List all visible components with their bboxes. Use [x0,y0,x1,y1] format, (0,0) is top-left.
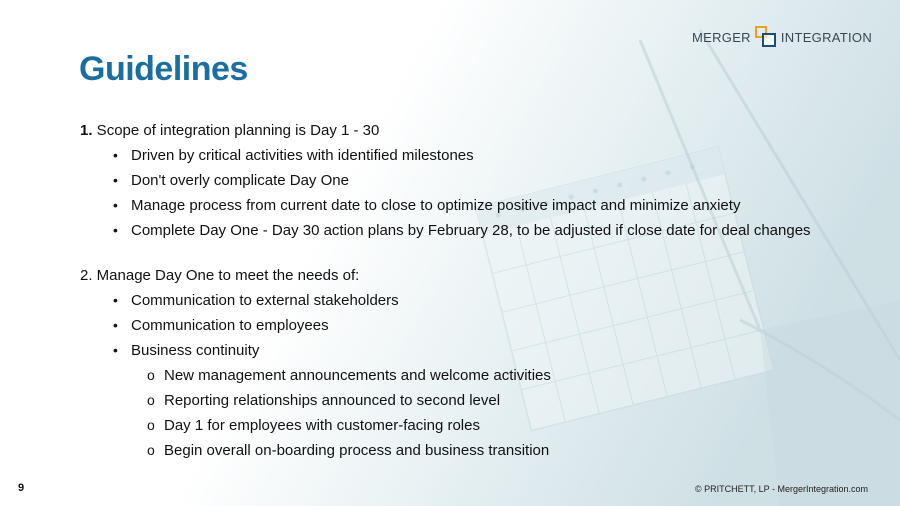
list-item [80,313,860,338]
sub-list-item [80,388,860,413]
merger-integration-logo [692,26,872,48]
bullet-icon: • [113,317,118,333]
sub-list-item-text: Day 1 for employees with customer-facing roles [164,417,480,434]
list-item [80,168,860,193]
list-item-text: Communication to external stakeholders [131,292,399,309]
sub-list-item-text: Reporting relationships announced to second level [164,392,501,409]
circle-bullet-icon: o [147,442,155,458]
list-item-text: Complete Day One - Day 30 action plans by February 28, to be adjusted if close date for deal changes [131,222,811,239]
copyright-footer: © PRITCHETT, LP - MergerIntegration.com [694,484,868,494]
list-item [80,193,860,218]
logo-right-word: INTEGRATION [780,29,873,45]
bullet-icon: • [113,197,118,213]
list-item-text: Business continuity [131,342,260,359]
section-1-number: 1. [80,122,93,139]
logo-squares-icon [755,26,777,48]
list-item-text: Communication to employees [131,317,329,334]
bullet-icon: • [113,172,118,188]
bullet-icon: • [113,342,118,358]
section-1-heading [80,118,860,143]
sub-list-item [80,413,860,438]
bullet-icon: • [113,292,118,308]
circle-bullet-icon: o [147,417,155,433]
section-1-heading-text: Scope of integration planning is Day 1 - 30 [92,122,380,139]
sub-list-item [80,438,860,463]
list-item-text: Don't overly complicate Day One [131,172,349,189]
page-number: 9 [18,482,25,494]
sub-list-item-text: New management announcements and welcome activities [164,367,551,384]
bullet-icon: • [113,147,118,163]
logo-left-word: MERGER [692,29,751,45]
list-item [80,338,860,363]
circle-bullet-icon: o [147,392,155,408]
sub-list-item-text: Begin overall on-boarding process and business transition [164,442,550,459]
list-item [80,288,860,313]
sub-list-item [80,363,860,388]
slide-title: Guidelines [79,50,248,88]
list-item-text: Manage process from current date to close to optimize positive impact and minimize anxiety [131,197,741,214]
section-2-heading: 2. Manage Day One to meet the needs of: [80,267,360,284]
list-item-text: Driven by critical activities with identified milestones [131,147,474,164]
list-item [80,143,860,168]
bullet-icon: • [113,222,118,238]
circle-bullet-icon: o [147,367,155,383]
slide-content [80,118,860,463]
list-item [80,218,860,243]
